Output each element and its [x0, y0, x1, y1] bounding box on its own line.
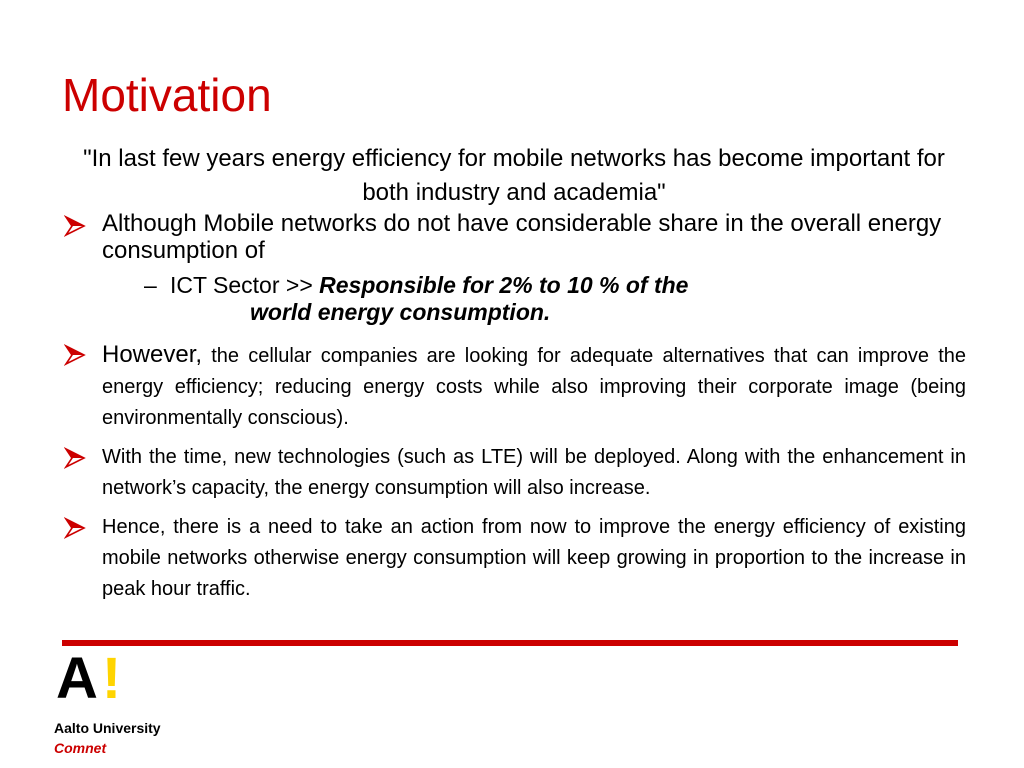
footer-divider — [62, 640, 958, 646]
bullet-item — [62, 339, 966, 434]
sub-bullet-dash: – — [144, 272, 157, 298]
bullet-text: With the time, new technologies (such as LTE) will be deployed. Along with the enhancement in network’s capacity, the energy consumption will also increase. — [102, 446, 966, 499]
sub-bullet-emphasis: Responsible for 2% to 10 % of the — [319, 272, 689, 298]
bullet-item — [62, 512, 966, 605]
arrow-bullet-icon — [64, 215, 86, 237]
quote-text: "In last few years energy efficiency for mobile networks has become important for both industry and academia" — [83, 145, 945, 206]
arrow-bullet-icon — [64, 344, 86, 366]
unit-name: Comnet — [54, 740, 107, 756]
logo-letter: A — [56, 646, 98, 711]
sub-bullet-item — [62, 272, 966, 326]
bullet-lead: However, — [102, 341, 203, 368]
bullet-text: Although Mobile networks do not have considerable share in the overall energy consumption of — [102, 210, 942, 264]
arrow-bullet-icon — [64, 447, 86, 469]
bullet-item — [62, 210, 966, 264]
slide-title: Motivation — [62, 69, 272, 121]
logo-exclamation: ! — [101, 646, 122, 711]
bullet-item — [62, 442, 966, 504]
aalto-logo — [56, 648, 121, 710]
university-name: Aalto University — [54, 720, 161, 736]
arrow-bullet-icon — [64, 517, 86, 539]
bullet-list — [62, 210, 966, 605]
sub-bullet-prefix: ICT Sector >> — [170, 272, 320, 298]
bullet-text: Hence, there is a need to take an action from now to improve the energy efficiency of existing mobile networks otherwise energy consumption will keep growing in proportion to the increase in peak hour traffic. — [102, 516, 966, 600]
bullet-text: the cellular companies are looking for adequate alternatives that can improve the energy efficiency; reducing energy costs while also improving their corporate image (being environmentally conscious). — [102, 345, 966, 429]
sub-bullet-emphasis-continued: world energy consumption. — [250, 299, 551, 325]
